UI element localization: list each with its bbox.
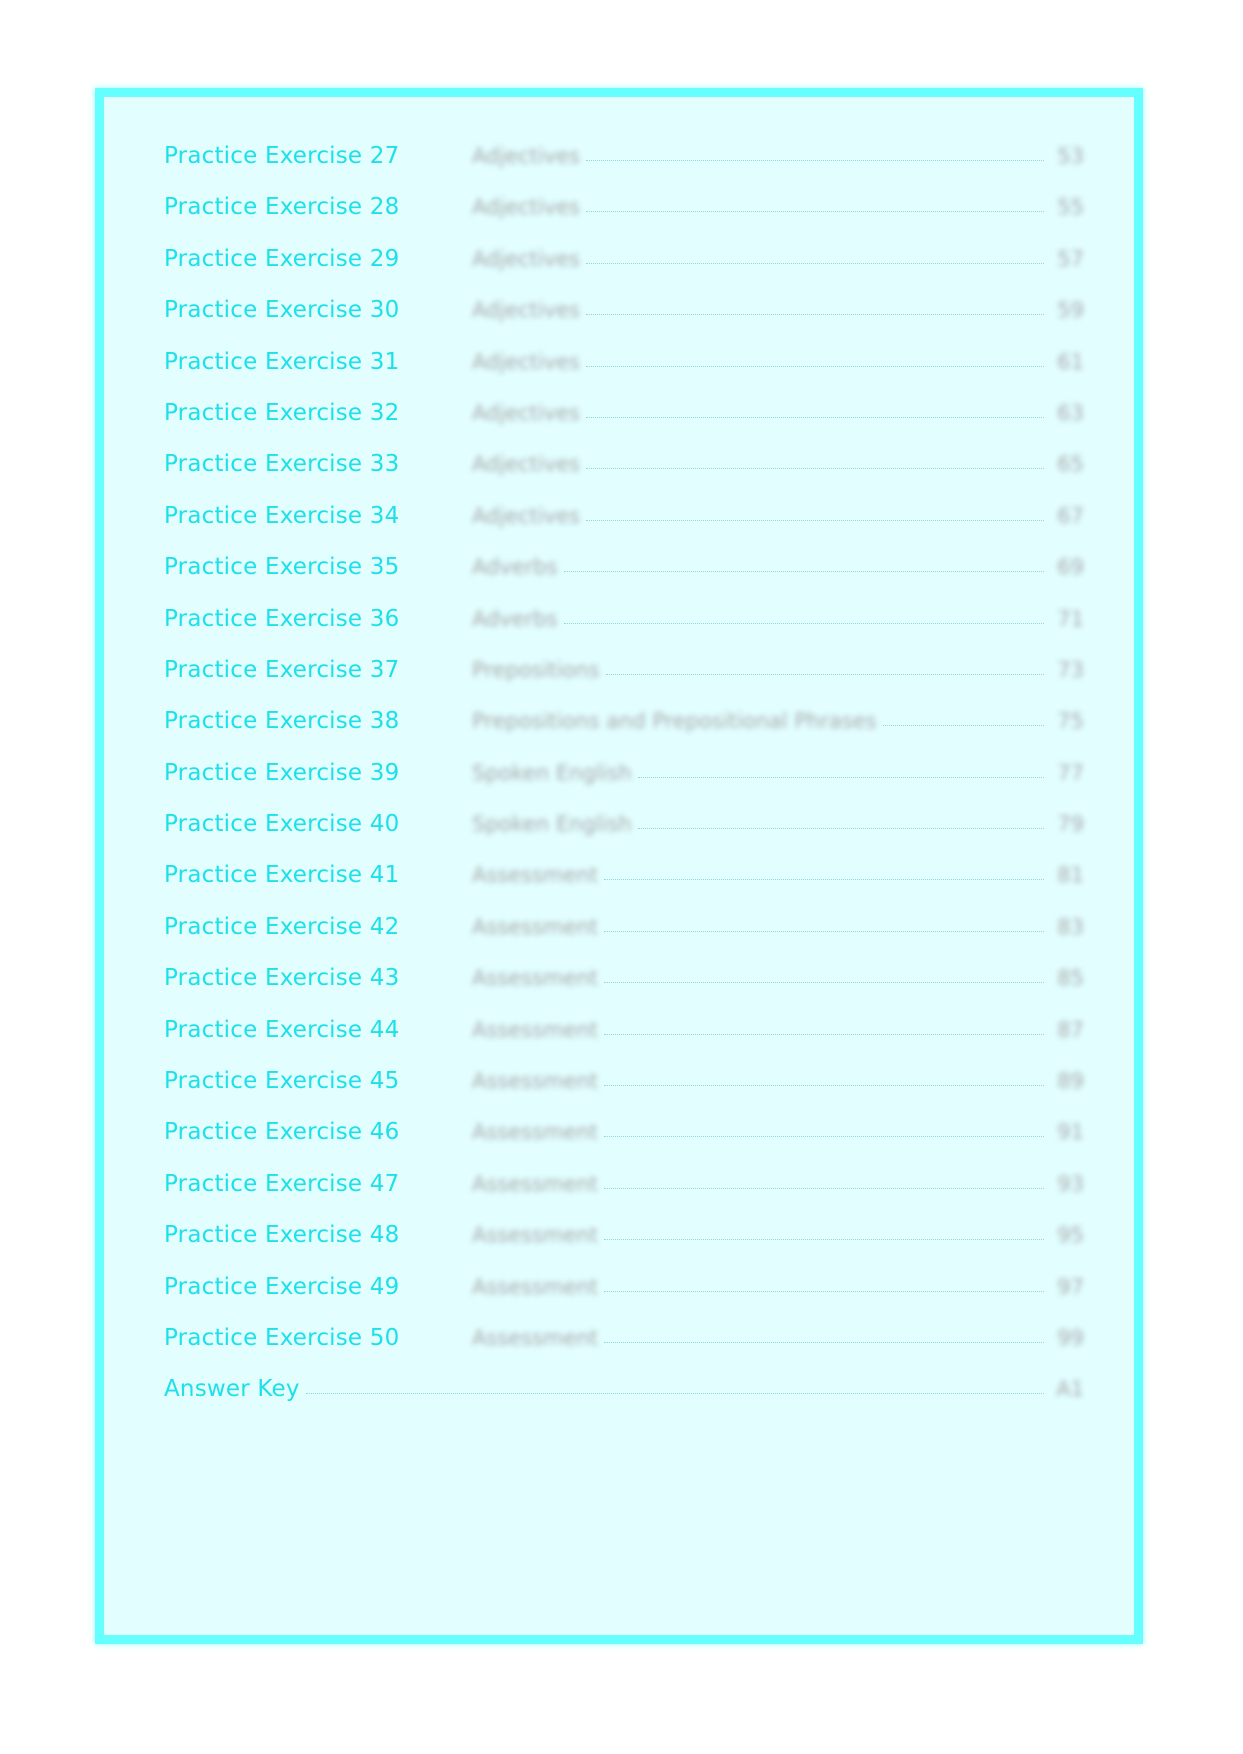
answer-key-page: A1	[1056, 1377, 1084, 1402]
toc-entry-topic: Assessment	[472, 1223, 598, 1248]
toc-entry-page: 97	[1057, 1274, 1084, 1299]
toc-entry-label: Practice Exercise 41	[164, 862, 400, 889]
toc-entry-page: 57	[1057, 246, 1084, 271]
toc-entry[interactable]	[164, 450, 1084, 501]
toc-entry-page: 73	[1057, 657, 1084, 682]
answer-key-entry[interactable]	[164, 1375, 1084, 1426]
dotted-leader	[638, 759, 1044, 778]
toc-page-frame	[95, 88, 1143, 1644]
toc-entry-topic: Prepositions	[472, 657, 600, 682]
dotted-leader	[604, 1324, 1044, 1343]
toc-entry-topic: Assessment	[472, 863, 598, 888]
toc-entry-page: 93	[1057, 1171, 1084, 1196]
table-of-contents	[164, 142, 1084, 1427]
toc-entry-topic: Assessment	[472, 1120, 598, 1145]
toc-entry-label: Practice Exercise 37	[164, 656, 400, 683]
toc-entry-page: 63	[1057, 400, 1084, 425]
toc-entry-topic: Assessment	[472, 1017, 598, 1042]
toc-entry-label: Practice Exercise 32	[164, 399, 400, 426]
dotted-leader	[604, 861, 1044, 880]
dotted-leader	[604, 1273, 1044, 1292]
toc-entry-label: Practice Exercise 40	[164, 811, 400, 838]
toc-entry-page: 75	[1057, 709, 1084, 734]
toc-entry[interactable]	[164, 296, 1084, 347]
toc-entry-label: Practice Exercise 38	[164, 708, 400, 735]
toc-entry-label: Practice Exercise 47	[164, 1170, 400, 1197]
toc-entry-label: Practice Exercise 33	[164, 451, 400, 478]
toc-entry-topic: Spoken English	[472, 760, 632, 785]
dotted-leader	[604, 1118, 1044, 1137]
toc-entry[interactable]	[164, 399, 1084, 450]
dotted-leader	[586, 193, 1044, 212]
toc-entry-topic: Adjectives	[472, 144, 580, 168]
dotted-leader	[604, 913, 1044, 932]
dotted-leader	[564, 553, 1044, 572]
toc-entry-topic: Adverbs	[472, 606, 558, 631]
toc-entry-topic: Spoken English	[472, 812, 632, 837]
toc-entry-topic: Assessment	[472, 1171, 598, 1196]
toc-entry-label: Practice Exercise 27	[164, 143, 400, 169]
toc-entry-page: 83	[1057, 914, 1084, 939]
toc-entry-topic: Adjectives	[472, 298, 580, 323]
toc-entry-topic: Assessment	[472, 966, 598, 991]
toc-entry[interactable]	[164, 348, 1084, 399]
dotted-leader	[604, 964, 1044, 983]
toc-entry[interactable]	[164, 1067, 1084, 1118]
toc-entry-label: Practice Exercise 46	[164, 1119, 400, 1146]
dotted-leader	[586, 348, 1044, 367]
toc-entry-topic: Adjectives	[472, 452, 580, 477]
toc-entry-label: Practice Exercise 43	[164, 965, 400, 992]
toc-entry-page: 95	[1057, 1223, 1084, 1248]
toc-entry-label: Practice Exercise 34	[164, 502, 400, 529]
toc-entry[interactable]	[164, 964, 1084, 1015]
toc-entry-page: 53	[1057, 144, 1084, 168]
toc-entry-label: Practice Exercise 36	[164, 605, 400, 632]
toc-entry-page: 67	[1057, 503, 1084, 528]
toc-entry-page: 71	[1057, 606, 1084, 631]
toc-entry-topic: Adverbs	[472, 555, 558, 580]
toc-entry[interactable]	[164, 656, 1084, 707]
toc-entry-page: 55	[1057, 195, 1084, 220]
dotted-leader	[604, 1221, 1044, 1240]
dotted-leader	[306, 1375, 1044, 1394]
dotted-leader	[638, 810, 1044, 829]
dotted-leader	[586, 399, 1044, 418]
toc-entry-label: Practice Exercise 39	[164, 759, 400, 786]
toc-entry[interactable]	[164, 759, 1084, 810]
toc-entry[interactable]	[164, 913, 1084, 964]
toc-entry-topic: Assessment	[472, 1069, 598, 1094]
toc-entry-page: 85	[1057, 966, 1084, 991]
toc-entry[interactable]	[164, 605, 1084, 656]
toc-entry-page: 91	[1057, 1120, 1084, 1145]
dotted-leader	[586, 245, 1044, 264]
dotted-leader	[564, 605, 1044, 624]
toc-entry-label: Practice Exercise 28	[164, 194, 400, 221]
toc-entry-page: 69	[1057, 555, 1084, 580]
toc-entry-label: Practice Exercise 50	[164, 1324, 400, 1351]
toc-entry-page: 61	[1057, 349, 1084, 374]
toc-entry-label: Practice Exercise 30	[164, 297, 400, 324]
toc-entry[interactable]	[164, 861, 1084, 912]
dotted-leader	[586, 142, 1044, 161]
toc-entry-page: 79	[1057, 812, 1084, 837]
toc-entry-page: 59	[1057, 298, 1084, 323]
toc-entry[interactable]	[164, 1118, 1084, 1169]
toc-entry[interactable]	[164, 1324, 1084, 1375]
dotted-leader	[604, 1170, 1044, 1189]
toc-entry-topic: Assessment	[472, 1274, 598, 1299]
dotted-leader	[883, 707, 1044, 726]
toc-entry[interactable]	[164, 1170, 1084, 1221]
toc-entry-label: Practice Exercise 44	[164, 1016, 400, 1043]
dotted-leader	[586, 296, 1044, 315]
toc-entry-page: 77	[1057, 760, 1084, 785]
toc-entry-label: Practice Exercise 49	[164, 1273, 400, 1300]
dotted-leader	[604, 1016, 1044, 1035]
toc-entry-label: Practice Exercise 29	[164, 245, 400, 272]
toc-entry-topic: Adjectives	[472, 400, 580, 425]
dotted-leader	[586, 450, 1044, 469]
answer-key-label: Answer Key	[164, 1376, 300, 1403]
toc-entry-label: Practice Exercise 31	[164, 348, 400, 375]
toc-entry-topic: Assessment	[472, 914, 598, 939]
toc-entry[interactable]	[164, 142, 1084, 193]
toc-entry[interactable]	[164, 245, 1084, 296]
toc-entry-label: Practice Exercise 35	[164, 554, 400, 581]
dotted-leader	[604, 1067, 1044, 1086]
toc-entry[interactable]	[164, 193, 1084, 244]
toc-entry[interactable]	[164, 1016, 1084, 1067]
toc-entry-page: 87	[1057, 1017, 1084, 1042]
toc-entry-label: Practice Exercise 48	[164, 1222, 400, 1249]
toc-entry-label: Practice Exercise 45	[164, 1068, 400, 1095]
toc-entry-topic: Adjectives	[472, 349, 580, 374]
toc-entry-topic: Adjectives	[472, 246, 580, 271]
toc-entry-page: 65	[1057, 452, 1084, 477]
toc-entry-topic: Prepositions and Prepositional Phrases	[472, 709, 877, 734]
dotted-leader	[586, 502, 1044, 521]
toc-entry-page: 99	[1057, 1325, 1084, 1350]
toc-entry-page: 89	[1057, 1069, 1084, 1094]
toc-entry[interactable]	[164, 810, 1084, 861]
toc-entry-topic: Adjectives	[472, 195, 580, 220]
toc-entry[interactable]	[164, 1273, 1084, 1324]
toc-entry[interactable]	[164, 553, 1084, 604]
toc-entry-page: 81	[1057, 863, 1084, 888]
toc-entry-topic: Adjectives	[472, 503, 580, 528]
toc-entry[interactable]	[164, 1221, 1084, 1272]
toc-entry-topic: Assessment	[472, 1325, 598, 1350]
toc-entry[interactable]	[164, 707, 1084, 758]
toc-entry[interactable]	[164, 502, 1084, 553]
toc-entry-label: Practice Exercise 42	[164, 913, 400, 940]
dotted-leader	[606, 656, 1044, 675]
